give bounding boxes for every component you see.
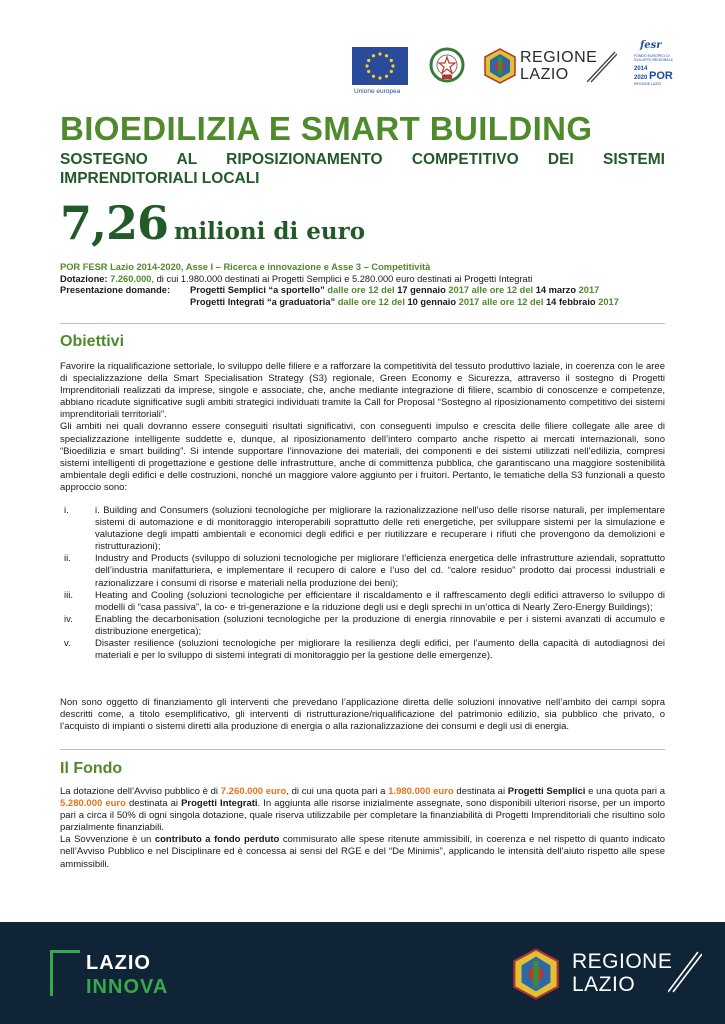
footer-regione-lazio-logo (510, 944, 705, 1004)
fesr-years-bottom: 2020 (634, 74, 648, 81)
semplici-amount: 1.980.000 euro (388, 786, 454, 797)
footer-bar (0, 922, 725, 1024)
funding-amount (60, 196, 365, 250)
footer-lazio-label: LAZIO (572, 973, 636, 996)
lazio-innova-logo (50, 950, 200, 1006)
list-item-number: i. (64, 505, 69, 516)
amount-unit: milioni di euro (174, 218, 366, 245)
dotazione-rest: , di cui 1.980.000 destinati ai Progetti Semplici e 5.280.000 euro destinati ai Progetti Integrati (151, 273, 533, 284)
fesr-subtitle: FONDO EUROPEO DI SVILUPPO REGIONALE (634, 54, 673, 62)
fesr-por-label: POR (649, 69, 673, 82)
row1-e: 2017 (576, 285, 600, 296)
row2-b: 10 gennaio (407, 296, 457, 307)
list-item-text: i. Building and Consumers (soluzioni tecnologiche per migliorare la razionalizzazione nell’uso delle risorse naturali, per implementare sistemi di automazione e di monitoraggio interoperabili soprattutto delle reti energetiche, per sviluppare sistemi per la simulazione e valutazione degli impatti ambientali e economici degli edifici e per riutilizzare e recuperare i rifiuti che provengono da demolizioni e ristrutturazioni); (95, 505, 665, 553)
lazio-innova-line1: LAZIO (86, 952, 151, 974)
lazio-innova-frame-icon (50, 950, 80, 996)
list-item (60, 638, 665, 662)
fesr-por-logo (634, 40, 674, 96)
row2-d: 14 febbraio (546, 296, 596, 307)
s3-themes-list (60, 505, 665, 662)
list-item-number: v. (64, 638, 71, 650)
obiettivi-text (60, 361, 665, 494)
obiettivi-paragraph-2: Gli ambiti nei quali dovranno essere conseguiti risultati significativi, con conseguenti impulso e crescita delle filiere collegate alle aree di specializzazione intelligente suddette e, dunque, al riposizionamento dell’intero comparto anche rispetto ai mercati internazionali, sono “Bioedilizia e smart building”. Si intende supportare l’innovazione dei materiali, dei componenti e dei sistemi utilizzati nell’edilizia, compresi sistemi intelligenti di progettazione e gestione delle infrastrutture, anche di committenza pubblica, che garantiscano una maggiore sostenibilità ambientale degli edifici e delle costruzioni, nonché un maggiore valore aggiunto per i fruitori. Pertanto, le tematiche della S3 funzionali a questo approccio sono: (60, 421, 665, 493)
presentazione-line-2 (60, 297, 670, 309)
list-item (60, 614, 665, 638)
integrati-amount: 5.280.000 euro (60, 798, 126, 810)
fesr-region-label: REGIONE LAZIO (634, 82, 662, 86)
obiettivi-paragraph-3: Non sono oggetto di finanziamento gli interventi che prevedano l’applicazione diretta delle soluzioni innovative nell’ambito dei campi sopra descritti come, a titolo esemplificativo, gli interventi di ristrutturazione/riqualificazione del patrimonio edilizio, sia pubblico che privato, o l’acquisto di impianti o sistemi diretti alla produzione di energia o alla razionalizzazione dei consumi e degli usi di energia. (60, 697, 665, 733)
regione-lazio-logo (482, 46, 617, 88)
regione-lazio-wordmark (520, 49, 597, 83)
program-info (60, 262, 670, 308)
dotazione-label: Dotazione: (60, 273, 108, 284)
fesr-por-mark (634, 66, 673, 88)
lazio-label: LAZIO (520, 66, 569, 83)
footer-regione-wordmark (572, 950, 672, 996)
footer-slash-mark-icon (668, 950, 702, 994)
program-line: POR FESR Lazio 2014-2020, Asse I – Ricerca e innovazione e Asse 3 – Competitività (60, 262, 431, 272)
row2-a: dalle ore 12 del (335, 296, 408, 307)
regione-lazio-crest-icon (510, 948, 562, 1000)
row1-c: 2017 alle ore 12 del (445, 285, 536, 296)
dotazione-line (60, 274, 670, 286)
footer-regione-label: REGIONE (572, 950, 673, 973)
amount-value: 7,26 (60, 196, 169, 250)
fondo-perduto-label: contributo a fondo perduto (154, 834, 280, 846)
row1-a: dalle ore 12 del (324, 285, 398, 296)
total-amount: 7.260.000 euro (220, 786, 287, 797)
list-item-text: Industry and Products (sviluppo di soluzioni tecnologiche per migliorare l’efficienza energetica delle infrastrutture aziendali, soprattutto dell’industria manifatturiera, e implementare il recupero di calore e l’uso del cd. “calore residuo” prodotto dai processi industriali e razionalizzare i consumi di risorse e materiali nella produzione dei beni); (95, 553, 665, 589)
list-item (60, 553, 665, 589)
obiettivi-heading: Obiettivi (60, 333, 125, 350)
list-item-text: Disaster resilience (soluzioni tecnologiche per migliorare la resilienza degli edifici, per l’aumento della capacità di autodiagnosi dei materiali e per lo sviluppo di sistemi integrati di monitoraggio per la gestione delle emergenze). (95, 638, 665, 662)
dotazione-amount: 7.260.000 (110, 273, 152, 284)
list-item (60, 590, 665, 614)
fondo-text (60, 786, 665, 871)
divider (60, 323, 665, 324)
italian-republic-emblem-icon (428, 46, 466, 84)
list-item (60, 505, 665, 553)
row1-d: 14 marzo (535, 285, 577, 296)
row2-e: 2017 (595, 296, 619, 307)
regione-lazio-crest-icon (482, 48, 518, 84)
row2-c: 2017 alle ore 12 del (456, 296, 547, 307)
presentazione-line-1 (60, 285, 670, 297)
list-item-text: Heating and Cooling (soluzioni tecnologiche per efficientare il riscaldamento e il raffrescamento degli edifici attraverso lo sviluppo di modelli di “casa passiva”, la co- e tri-generazione e la riduzione degli usi e degli sprechi in un’ottica di Nearly Zero-Energy Buildings); (95, 589, 665, 613)
row2-program: Progetti Integrati “a graduatoria” (190, 296, 336, 307)
obiettivi-paragraph-1: Favorire la riqualificazione settoriale, lo sviluppo delle filiere e a rafforzare la competitività del tessuto produttivo laziale, in coerenza con le aree di specializzazione della Smart Specialisation Strategy (S3) regionale, Green Economy e Sicurezza, attraverso il sostegno di Progetti Imprenditoriali realizzati da imprese, singole e associate, che, anche mediante integrazione di filiere, scambio di conoscenze e competenze, abbiano ricadute significative sugli ambiti strategici individuati tramite la Call for Proposal “Sostegno al riposizionamento competitivo dei sistemi imprenditoriali territoriali”. (60, 361, 665, 421)
semplici-label: Progetti Semplici (507, 786, 586, 797)
eu-caption: Unione europea (354, 88, 401, 95)
list-item-text: Enabling the decarbonisation (soluzioni tecnologiche per la produzione di energia rinnovabile e per i sistemi avanzati di accumulo e distribuzione energetica); (95, 613, 665, 637)
fesr-title: fesr (640, 40, 662, 51)
fondo-paragraph-2: La Sovvenzione è un contributo a fondo perduto commisurato alle spese ritenute ammissibili, in coerenza e nel rispetto di quanto indicato nell’Avviso Pubblico e nel Disciplinare ed è concessa ai sensi del RGE e del “De Minimis”, applicando le intensità dell’aiuto rispetto alle spese ammissibili. (60, 834, 665, 870)
lazio-innova-line2: INNOVA (86, 976, 169, 998)
row1-b: 17 gennaio (397, 285, 446, 296)
integrati-label: Progetti Integrati (181, 798, 258, 810)
page-title: BIOEDILIZIA E SMART BUILDING (60, 110, 593, 147)
presentazione-label: Presentazione domande: (60, 285, 171, 296)
divider (60, 749, 665, 750)
regione-label: REGIONE (520, 49, 598, 66)
row1-program: Progetti Semplici “a sportello” (190, 285, 325, 296)
list-item-number: ii. (64, 553, 71, 565)
eu-flag-icon (352, 47, 408, 85)
list-item-number: iii. (64, 589, 73, 601)
header-logos (352, 40, 682, 100)
fesr-years-top: 2014 (634, 66, 648, 72)
fondo-paragraph-1: La dotazione dell’Avviso pubblico è di 7.260.000 euro, di cui una quota pari a 1.980.000 euro destinata ai Progetti Semplici e una quota pari a 5.280.000 euro destinata ai Progetti Integrati. In aggiunta alle risorse inizialmente assegnate, sono disponibili ulteriori risorse, per un importo pari a circa il 50% di ogni singola dotazione, quale riserva utilizzabile per completare la finanziabilità di Progetti Imprenditoriali che risultino solo parzialmente finanziabili. (60, 786, 665, 834)
list-item-number: iv. (64, 613, 73, 625)
slash-mark-icon (587, 50, 617, 84)
fondo-heading: Il Fondo (60, 760, 123, 777)
page-subtitle: SOSTEGNO AL RIPOSIZIONAMENTO COMPETITIVO DEI SISTEMI IMPRENDITORIALI LOCALI (60, 151, 665, 187)
